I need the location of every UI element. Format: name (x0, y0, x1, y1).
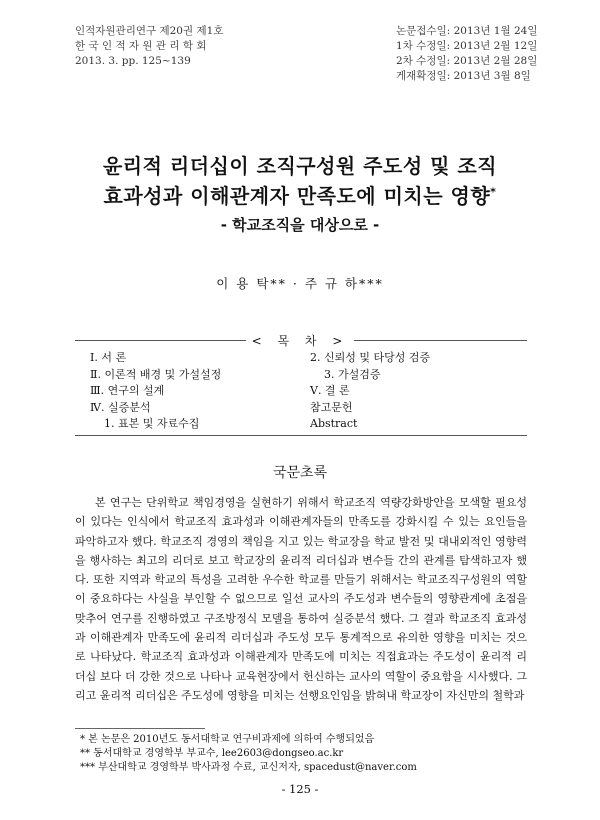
page-number: - 125 - (281, 782, 319, 796)
toc-item: 2. 신뢰성 및 타당성 검증 (310, 351, 431, 364)
abstract-body: 본 연구는 단위학교 책임경영을 실현하기 위해서 학교조직 역량강화방안을 모색할 필요성이 있다는 인식에서 학교조직 효과성과 이해관계자들의 만족도를 강화시킬 수 있는 요인들을 파악하고자 했다. 학교조직 경영의 책임을 지고 있는 학교장을 학교 발전 및 대내외적인 영향력을 행사하는 최고의 리더로 보고 학교장의 윤리적 리더십과 변수들 간의 관계를 탐색하고자 했다. 또한 지역과 학교의 특성을 고려한 우수한 학교를 만들기 위해서는 학교조직구성원의 역할이 중요하다는 사실을 부인할 수 없으므로 일선 교사의 주도성과 변수들의 영향관계에 초점을 맞추어 연구를 진행하였고 구조방정식 모델을 통하여 실증분석 했다. 그 결과 학교조직 효과성과 이해관계자 만족도에 윤리적 리더십과 주도성 모두 통계적으로 유의한 영향을 미치는 것으로 나타났다. 학교조직 효과성과 이해관계자 만족도에 미치는 직접효과는 주도성이 윤리적 리더십 보다 더 강한 것으로 나타나 교육현장에서 헌신하는 교사의 역할이 중요함을 시사했다. 그리고 윤리적 리더십은 주도성에 영향을 미치는 선행요인임을 밝혀내 학교장이 자신만의 철학과 (75, 496, 527, 702)
footnote-rule (75, 728, 205, 729)
footnote-funding: * 본 논문은 2010년도 동서대학교 연구비과제에 의하여 수행되었음 (80, 734, 375, 745)
paper-title-line1: 윤리적 리더십이 조직구성원 주도성 및 조직 (102, 154, 498, 178)
toc-item: 참고문헌 (310, 400, 353, 414)
footnotes (80, 733, 417, 775)
paper-subtitle: - 학교조직을 대상으로 - (220, 216, 380, 234)
toc-item: Ⅴ. 결 론 (310, 384, 350, 397)
footnote-author1: ** 동서대학교 경영학부 부교수, lee2603@dongseo.ac.kr (80, 748, 344, 759)
revised-date-1: 1차 수정일: 2013년 2월 12일 (396, 40, 538, 52)
society-name: 한 국 인 적 자 원 관 리 학 회 (75, 40, 207, 52)
journal-header-right (396, 24, 537, 84)
revised-date-2: 2차 수정일: 2013년 2월 28일 (396, 55, 538, 67)
toc-heading-text: 목 차 (277, 334, 323, 348)
paper-title-line2-text: 효과성과 이해관계자 만족도에 미치는 영향 (103, 184, 491, 208)
toc-heading: < 목 차 > (246, 334, 355, 348)
received-date: 논문접수일: 2013년 1월 24일 (396, 25, 538, 37)
toc-item: 3. 가설검증 (324, 367, 381, 381)
toc-right-column (310, 350, 430, 433)
issue-info: 2013. 3. pp. 125~139 (75, 55, 191, 67)
toc-left-column (90, 350, 221, 433)
toc-item: Ⅳ. 실증분석 (90, 400, 151, 414)
toc-item: Ⅲ. 연구의 설계 (90, 384, 165, 397)
toc-item: Abstract (310, 417, 358, 430)
toc-item: Ⅱ. 이론적 배경 및 가설설정 (90, 367, 222, 381)
author-line: 이 용 탁** · 주 규 하*** (216, 276, 384, 291)
toc-item: 1. 표본 및 자료수집 (104, 417, 200, 430)
journal-name: 인적자원관리연구 제20권 제1호 (75, 25, 224, 37)
toc-heading-wrap (0, 330, 600, 349)
footnote-author2: *** 부산대학교 경영학부 박사과정 수료, 교신저자, spacedust@naver.com (80, 762, 417, 773)
abstract-heading: 국문초록 (272, 465, 328, 481)
accepted-date: 게재확정일: 2013년 3월 8일 (396, 70, 531, 82)
journal-header-left (75, 24, 223, 69)
paper-title-line2 (0, 180, 600, 209)
toc-item: Ⅰ. 서 론 (90, 351, 127, 364)
title-footnote-mark: * (490, 185, 497, 199)
